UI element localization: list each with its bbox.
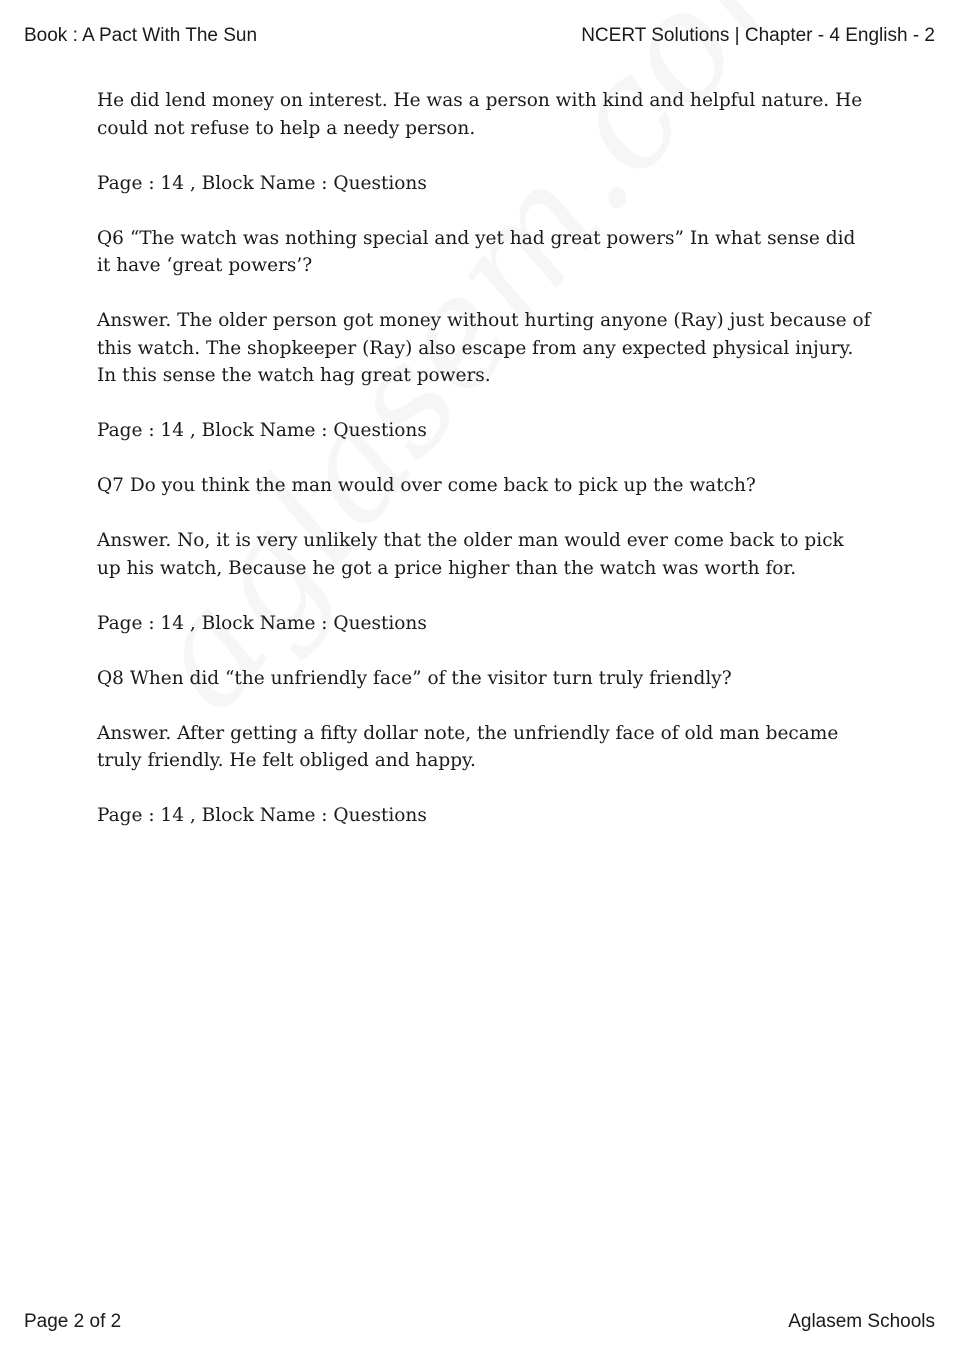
question-q6: Q6 “The watch was nothing special and yet had great powers” In what sense did it have ‘great powers’? [97,227,856,276]
answer-q7: Answer. No, it is very unlikely that the older man would ever come back to pick up his watch, Because he got a price higher than the watch was worth for. [97,530,844,579]
header-book-title: Book : A Pact With The Sun [24,25,258,46]
page-reference: Page : 14 , Block Name : Questions [97,172,427,194]
question-q8: Q8 When did “the unfriendly face” of the visitor turn truly friendly? [97,667,732,689]
page-reference: Page : 14 , Block Name : Questions [97,612,427,634]
answer-q8: Answer. After getting a fifty dollar note, the unfriendly face of old man became truly friendly. He felt obliged and happy. [97,722,839,771]
question-q7: Q7 Do you think the man would over come back to pick up the watch? [97,475,756,496]
answer-q6: Answer. The older person got money without hurting anyone (Ray) just because of this watch. The shopkeeper (Ray) also escape from any expected physical injury. In this sense the watch hag great powers. [97,310,871,386]
footer-page-number: Page 2 of 2 [24,1311,122,1332]
footer-publisher: Aglasem Schools [788,1311,935,1332]
page-reference: Page : 14 , Block Name : Questions [97,420,427,441]
answer-paragraph: He did lend money on interest. He was a person with kind and helpful nature. He could not refuse to help a needy person. [97,90,863,139]
page-reference: Page : 14 , Block Name : Questions [97,805,427,826]
header-chapter-info: NCERT Solutions | Chapter - 4 English - 2 [581,25,935,46]
document-body [97,87,872,857]
